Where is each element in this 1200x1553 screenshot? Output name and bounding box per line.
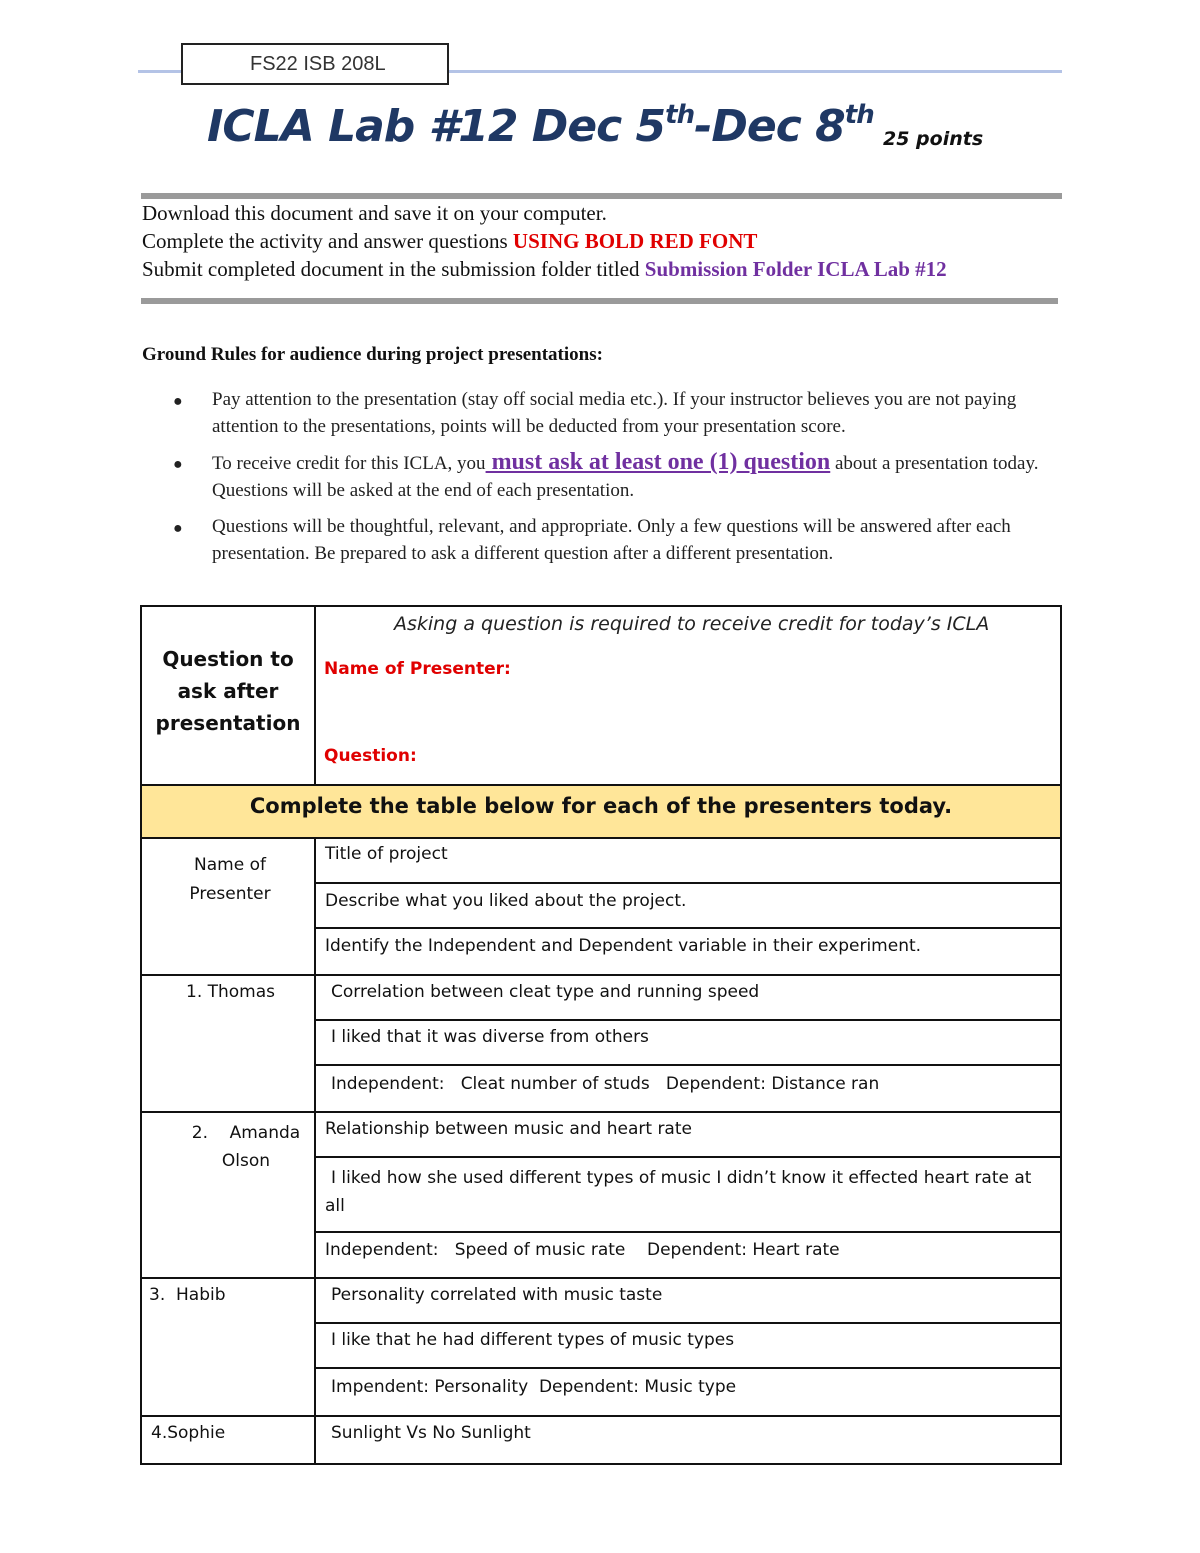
divider-top	[141, 193, 1062, 199]
list-item	[170, 513, 1050, 567]
liked-header: Describe what you liked about the project.	[325, 891, 687, 911]
points-label: 25 points	[883, 128, 984, 150]
bullet-icon: ●	[173, 520, 183, 537]
course-code: FS22 ISB 208L	[250, 53, 386, 75]
instruction-line-3	[142, 257, 947, 282]
question-field-label[interactable]: Question:	[324, 746, 417, 766]
page-title	[207, 100, 874, 152]
presenter-header-cell	[140, 837, 316, 976]
presenter-3-title-cell	[314, 1277, 1062, 1324]
presenter-1-title-cell	[314, 974, 1062, 1021]
presenter-2-name-cell	[140, 1111, 316, 1279]
instruction-2-text: Complete the activity and answer questions	[142, 229, 513, 253]
question-entry-cell	[314, 605, 1062, 786]
presenter-4-title: Sunlight Vs No Sunlight	[331, 1423, 531, 1443]
bullet-text-suffix: about a presentation today. Questions will be asked at the end of each presentation.	[212, 453, 1039, 501]
presenter-3-liked: I like that he had different types of music types	[331, 1330, 735, 1350]
title-header-cell	[314, 837, 1062, 884]
list-item	[170, 386, 1050, 440]
presenter-1-name-cell	[140, 974, 316, 1113]
list-item	[170, 449, 1050, 504]
bullet-icon: ●	[173, 393, 183, 410]
presenter-1-liked-cell	[314, 1019, 1062, 1066]
variables-header-cell	[314, 927, 1062, 976]
presenter-1-liked: I liked that it was diverse from others	[331, 1027, 649, 1047]
presenter-header: Name of Presenter	[189, 855, 271, 904]
ground-rules-list	[170, 386, 1050, 576]
ground-rules-heading: Ground Rules for audience during project presentations:	[142, 344, 603, 365]
presenter-3-variables: Impendent: Personality Dependent: Music type	[331, 1377, 737, 1397]
presenter-3-liked-cell	[314, 1322, 1062, 1369]
presenter-3-title: Personality correlated with music taste	[331, 1285, 663, 1305]
presenter-name-label[interactable]: Name of Presenter:	[324, 659, 511, 679]
presentation-table	[140, 605, 1062, 1465]
presenter-1-variables: Independent: Cleat number of studs Dependent: Distance ran	[331, 1074, 880, 1094]
title-sup-2: th	[844, 100, 874, 130]
liked-header-cell	[314, 882, 1062, 929]
bullet-emphasis: must ask at least one (1) question	[485, 449, 831, 475]
presenter-2-liked-cell	[314, 1156, 1062, 1233]
presenter-1-name: 1. Thomas	[186, 982, 276, 1002]
header-rule-left	[138, 70, 182, 73]
question-label-cell	[140, 605, 316, 786]
presenter-4-name-cell	[140, 1415, 316, 1465]
course-code-box	[181, 43, 449, 85]
instruction-2-emphasis: USING BOLD RED FONT	[512, 229, 758, 253]
presenter-4-title-cell	[314, 1415, 1062, 1465]
presenter-2-variables-cell	[314, 1231, 1062, 1279]
header-rule-right	[449, 70, 1062, 73]
presenter-2-title-cell	[314, 1111, 1062, 1158]
instruction-line-1: Download this document and save it on your computer.	[142, 201, 607, 225]
title-mid: -Dec 8	[694, 101, 845, 152]
question-label: Question to ask after presentation	[155, 647, 301, 735]
bullet-icon: ●	[173, 456, 183, 473]
title-main: ICLA Lab #12 Dec 5	[207, 101, 666, 152]
title-header: Title of project	[325, 844, 448, 864]
instruction-3-text: Submit completed document in the submission folder titled	[142, 257, 645, 281]
bullet-text: Questions will be thoughtful, relevant, and appropriate. Only a few questions will be answered after each presentation. Be prepared to ask a different question after a different presentation.	[212, 516, 1011, 564]
presenter-3-name: 3. Habib	[149, 1285, 226, 1305]
presenter-2-liked: I liked how she used different types of music I didn’t know it effected heart rate at all	[325, 1168, 1032, 1216]
title-sup-1: th	[665, 100, 695, 130]
presenter-2-title: Relationship between music and heart rate	[325, 1119, 692, 1139]
instruction-line-2	[142, 229, 757, 254]
presenter-2-variables: Independent: Speed of music rate Dependent: Heart rate	[325, 1240, 840, 1260]
presenter-1-title: Correlation between cleat type and running speed	[331, 982, 760, 1002]
instruction-banner: Complete the table below for each of the presenters today.	[140, 784, 1062, 839]
bullet-text: To receive credit for this ICLA, you	[212, 453, 486, 474]
presenter-1-variables-cell	[314, 1064, 1062, 1113]
presenter-4-name: 4.Sophie	[151, 1423, 226, 1443]
divider-bottom	[141, 298, 1058, 304]
bullet-text: Pay attention to the presentation (stay off social media etc.). If your instructor believes you are not paying attention to the presentations, points will be deducted from your presentation score.	[212, 389, 1017, 437]
presenter-2-name: 2. Amanda Olson	[191, 1123, 306, 1171]
presenter-3-variables-cell	[314, 1367, 1062, 1417]
instruction-3-emphasis: Submission Folder ICLA Lab #12	[644, 257, 947, 281]
variables-header: Identify the Independent and Dependent variable in their experiment.	[325, 936, 922, 956]
presenter-3-name-cell	[140, 1277, 316, 1417]
question-note: Asking a question is required to receive credit for today’s ICLA	[394, 613, 990, 635]
